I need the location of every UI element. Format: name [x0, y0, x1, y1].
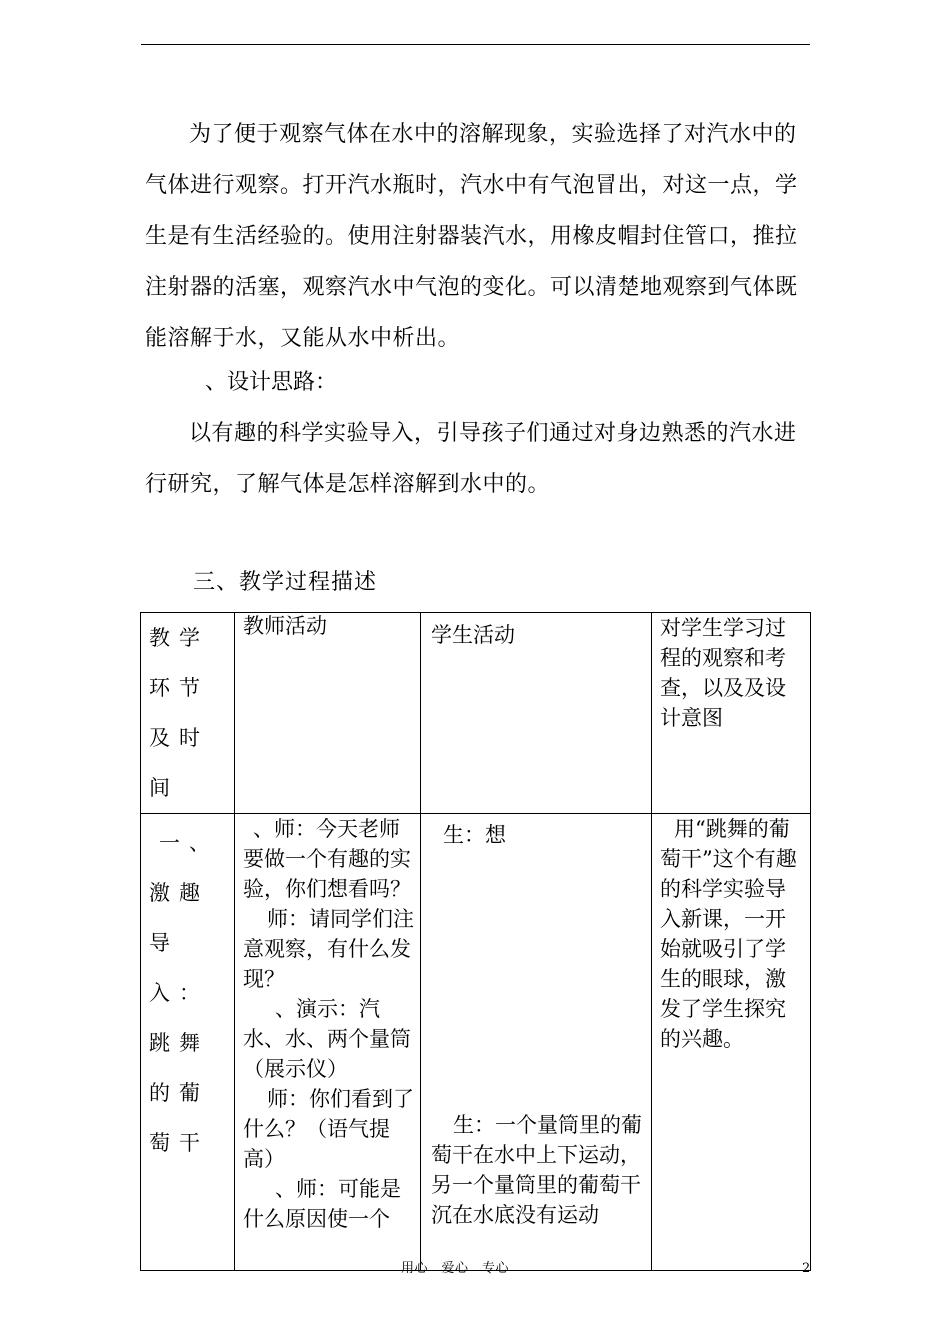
paragraph-design-idea: [145, 408, 815, 510]
header-rule: [141, 44, 810, 45]
teacher-activities: [235, 814, 420, 1234]
teacher-cell: [235, 814, 421, 1271]
teacher-line: 师：请同学们注意观察，有什么发现？: [243, 907, 414, 991]
teacher-line: 、师：可能是什么原因使一个: [243, 1177, 401, 1231]
header-student-text: 学生活动: [431, 623, 515, 647]
table-row: [141, 814, 811, 1271]
design-cell: [652, 814, 811, 1271]
header-cell-stage: [141, 613, 235, 814]
paragraph-experiment-choice: [145, 109, 815, 364]
teacher-line: 、师：今天老师要做一个有趣的实验，你们想看吗？: [243, 817, 411, 901]
stage-text: 一、激趣导入：跳舞的葡萄干: [149, 831, 219, 1155]
student-line: 生：一个量筒里的葡萄干在水中上下运动，另一个量筒里的葡萄干沉在水底没有运动: [431, 1113, 642, 1227]
header-cell-teacher: [235, 613, 421, 814]
header-teacher-text: 教师活动: [243, 614, 327, 638]
paragraph-text: 为了便于观察气体在水中的溶解现象，实验选择了对汽水中的气体进行观察。打开汽水瓶时，汽水中有气泡冒出，对这一点，学生是有生活经验的。使用注射器装汽水，用橡皮帽封住管口，推拉注射器的活塞，观察汽水中气泡的变化。可以清楚地观察到气体既能溶解于水，又能从水中析出。: [145, 122, 798, 351]
header-design-text: 对学生学习过程的观察和考查，以及及设计意图: [660, 616, 786, 730]
stage-cell-inner: [141, 814, 234, 1168]
page-number: 2: [802, 1261, 811, 1276]
table-header-row: [141, 613, 811, 814]
teacher-line: 、演示：汽水、水、两个量筒（展示仪）: [243, 997, 411, 1081]
heading-teaching-process: 三、教学过程描述: [193, 570, 378, 595]
student-cell: [421, 814, 652, 1271]
header-stage-text: 教学环节及时间: [149, 626, 209, 800]
student-activities: [421, 814, 651, 1230]
design-text: 用“跳舞的葡萄干”这个有趣的科学实验导入新课，一开始就吸引了学生的眼球，激发了学生探究的兴趣。: [660, 817, 797, 1051]
teaching-process-table: [140, 612, 811, 1271]
teacher-line: 师：你们看到了什么？（语气提高）: [243, 1087, 414, 1171]
student-line: 生：想: [443, 823, 506, 847]
stage-cell: [141, 814, 235, 1271]
header-cell-student: [421, 613, 652, 814]
heading-design-idea: 、设计思路：: [205, 370, 338, 395]
paragraph-text: 以有趣的科学实验导入，引导孩子们通过对身边熟悉的汽水进行研究，了解气体是怎样溶解到水中的。: [145, 421, 797, 497]
header-cell-design: [652, 613, 811, 814]
footer-motto: 用心 爱心 专心: [401, 1261, 510, 1276]
